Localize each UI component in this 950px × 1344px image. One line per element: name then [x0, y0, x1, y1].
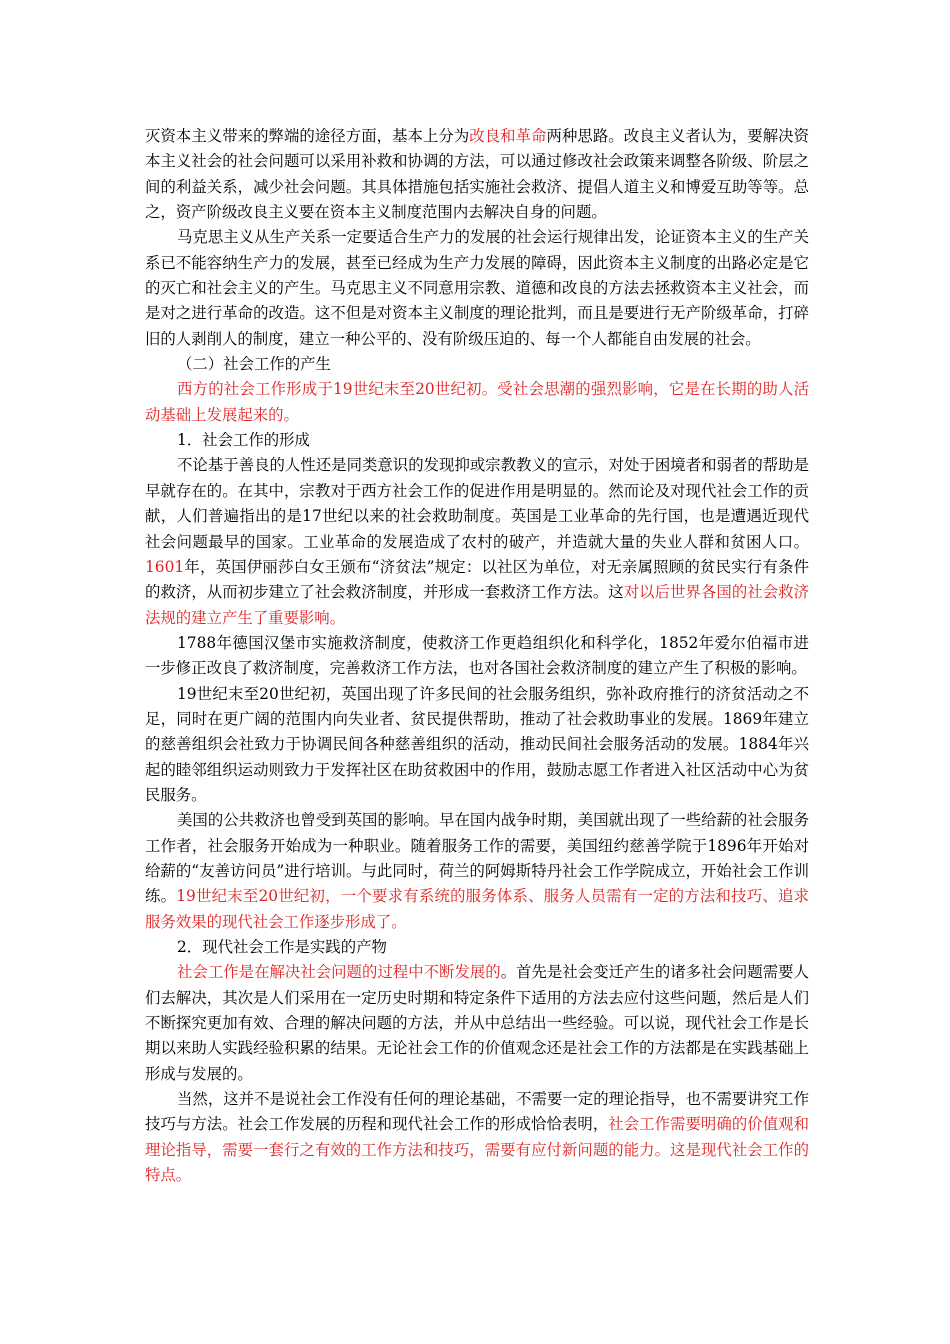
- text-segment: 不论基于善良的人性还是同类意识的发现抑或宗教教义的宣示，对处于困境者和弱者的帮助是早就存在的。在其中，宗教对于西方社会工作的促进作用是明显的。然而论及对现代社会工作的贡献，人们普遍指出的是17世纪以来的社会救助制度。英国是工业革命的先行国，也是遭遇近现代社会问题最早的国家。工业革命的发展造成了农村的破产，并造就大量的失业人群和贫困人口。: [145, 456, 809, 551]
- paragraph-5: [145, 631, 809, 682]
- text-segment: 年，英国伊丽莎白女王颁布“济贫法”规定：以社区为单位，对无亲属照顾的贫民实行有条件的救济，从而初步建立了社会救济制度，并形成一套救济工作方法。这: [145, 557, 809, 602]
- heading-text: 1．社会工作的形成: [177, 431, 310, 450]
- paragraph-8: [145, 960, 809, 1087]
- subsection-heading: [145, 935, 809, 960]
- highlighted-text: 1601: [145, 557, 185, 576]
- text-segment: 当然，这并不是说社会工作没有任何的理论基础，不需要一定的理论指导，也不需要讲究工作技巧与方法。社会工作发展的历程和现代社会工作的形成恰恰表明，: [145, 1090, 809, 1134]
- heading-text: （二）社会工作的产生: [177, 355, 331, 374]
- text-segment: 两种思路。改良主义者认为，要解决资本主义社会的社会问题可以采用补救和协调的方法，可以通过修改社会政策来调整各阶级、阶层之间的利益关系，减少社会问题。其具体措施包括实施社会救济、提倡人道主义和博爱互助等等。总之，资产阶级改良主义要在资本主义制度范围内去解决自身的问题。: [145, 127, 809, 222]
- paragraph-4: [145, 453, 809, 630]
- document-page: [145, 124, 809, 1188]
- text-segment: 美国的公共救济也曾受到英国的影响。早在国内战争时期，美国就出现了一些给薪的社会服务工作者，社会服务开始成为一种职业。随着服务工作的需要，美国纽约慈善学院于1896年开始对给薪的“友善访问员”进行培训。与此同时，荷兰的阿姆斯特丹社会工作学院成立，开始社会工作训练。: [145, 811, 809, 906]
- paragraph-7: [145, 808, 809, 935]
- subsection-heading: [145, 428, 809, 453]
- section-heading: [145, 352, 809, 377]
- highlighted-text: 对以后世界各国的社会救济法规的建立产生了重要影响。: [145, 583, 809, 627]
- text-segment: 19世纪末至20世纪初，英国出现了许多民间的社会服务组织，弥补政府推行的济贫活动之不足，同时在更广阔的范围内向失业者、贫民提供帮助，推动了社会救助事业的发展。1869年建立的慈善组织会社致力于协调民间各种慈善组织的活动，推动民间社会服务活动的发展。1884年兴起的睦邻组织运动则致力于发挥社区在助贫救困中的作用，鼓励志愿工作者进入社区活动中心为贫民服务。: [145, 684, 809, 804]
- highlighted-text: 改良和革命: [469, 127, 547, 145]
- paragraph-3: [145, 377, 809, 428]
- highlighted-text: 西方的社会工作形成于19世纪末至20世纪初。受社会思潮的强烈影响，它是在长期的助人活动基础上发展起来的。: [145, 380, 809, 424]
- highlighted-text: 19世纪末至20世纪初，一个要求有系统的服务体系、服务人员需有一定的方法和技巧、追求服务效果的现代社会工作逐步形成了。: [145, 887, 809, 931]
- paragraph-2: [145, 225, 809, 352]
- paragraph-6: [145, 682, 809, 809]
- text-segment: 1788年德国汉堡市实施救济制度，使救济工作更趋组织化和科学化，1852年爱尔伯福市进一步修正改良了救济制度，完善救济工作方法，也对各国社会救济制度的建立产生了积极的影响。: [145, 633, 809, 678]
- text-segment: 灭资本主义带来的弊端的途径方面，基本上分为: [145, 127, 470, 145]
- paragraph-9: [145, 1087, 809, 1188]
- highlighted-text: 社会工作是在解决社会问题的过程中不断发展的: [177, 963, 501, 982]
- text-segment: 。首先是社会变迁产生的诸多社会问题需要人们去解决，其次是人们采用在一定历史时期和特定条件下适用的方法去应付这些问题，然后是人们不断探究更加有效、合理的解决问题的方法，并从中总结出一些经验。可以说，现代社会工作是长期以来助人实践经验积累的结果。无论社会工作的价值观念还是社会工作的方法都是在实践基础上形成与发展的。: [145, 963, 809, 1083]
- heading-text: 2．现代社会工作是实践的产物: [177, 938, 387, 956]
- paragraph-1: [145, 124, 809, 225]
- text-segment: 马克思主义从生产关系一定要适合生产力的发展的社会运行规律出发，论证资本主义的生产关系已不能容纳生产力的发展，甚至已经成为生产力发展的障碍，因此资本主义制度的出路必定是它的灭亡和社会主义的产生。马克思主义不同意用宗教、道德和改良的方法去拯救资本主义社会，而是对之进行革命的改造。这不但是对资本主义制度的理论批判，而且是要进行无产阶级革命，打碎旧的人剥削人的制度，建立一种公平的、没有阶级压迫的、每一个人都能自由发展的社会。: [145, 228, 809, 348]
- highlighted-text: 社会工作需要明确的价值观和理论指导，需要一套行之有效的工作方法和技巧，需要有应付新问题的能力。这是现代社会工作的特点。: [145, 1115, 809, 1185]
